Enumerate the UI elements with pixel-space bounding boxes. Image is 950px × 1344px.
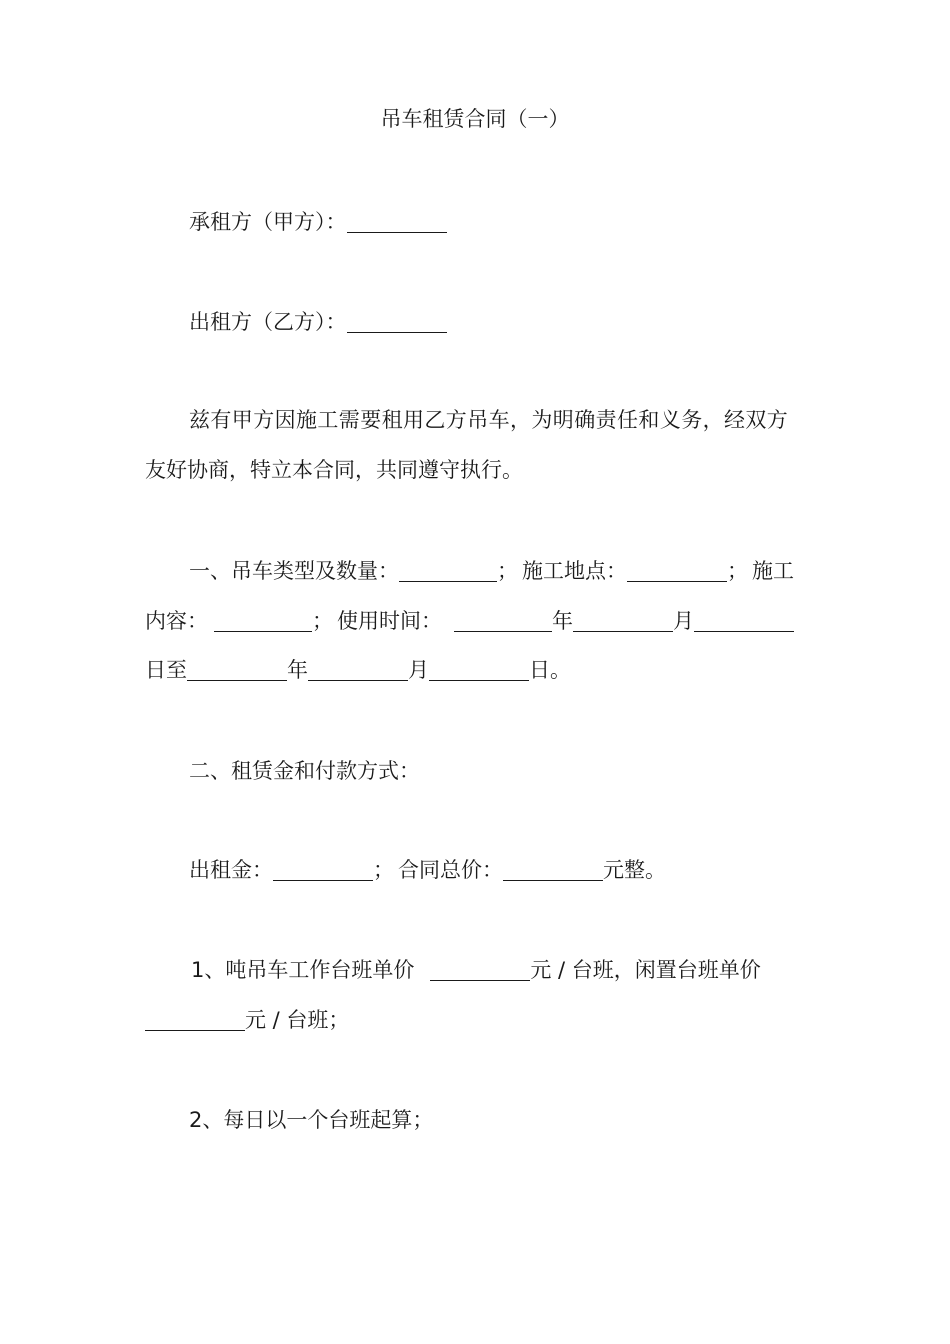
preamble-line-1: 兹有甲方因施工需要租用乙方吊车，为明确责任和义务，经双方 [189, 408, 789, 432]
section2-heading: 二、租赁金和付款方式： [189, 759, 420, 783]
lessor-label: 出租方（乙方）： [189, 310, 347, 334]
end-year-blank[interactable] [187, 660, 287, 681]
clause-1-line-2 [145, 1005, 349, 1035]
day-to-label: 日至 [145, 658, 187, 682]
section1-line-3 [145, 655, 571, 685]
lessee-line [189, 207, 447, 237]
start-year-blank[interactable] [454, 611, 552, 632]
year-label: 年 [552, 609, 573, 633]
clause-1-label: 1、吨吊车工作台班单价 [191, 958, 415, 982]
lessee-label: 承租方（甲方）： [189, 210, 347, 234]
content-blank[interactable] [214, 611, 312, 632]
start-day-blank[interactable] [694, 611, 794, 632]
document-title: 吊车租赁合同（一） [380, 107, 570, 131]
lessee-blank[interactable] [347, 212, 447, 233]
rent-line [189, 855, 666, 885]
total-blank[interactable] [503, 860, 603, 881]
clause-1-line-1 [191, 955, 761, 985]
rent-blank[interactable] [273, 860, 373, 881]
preamble-line-2: 友好协商，特立本合同，共同遵守执行。 [145, 458, 523, 482]
site-label: 施工地点： [522, 559, 627, 583]
time-label: 使用时间： [337, 609, 442, 633]
site-blank[interactable] [627, 561, 727, 582]
work-price-unit: 元 / 台班，闲置台班单价 [530, 958, 761, 982]
lessor-blank[interactable] [347, 312, 447, 333]
crane-type-label: 一、吊车类型及数量： [189, 559, 399, 583]
clause-2: 2、每日以一个台班起算； [189, 1108, 434, 1132]
idle-price-unit: 元 / 台班； [245, 1008, 350, 1032]
separator: ； [373, 858, 394, 882]
section1-line-2 [145, 606, 794, 636]
month-label: 月 [408, 658, 429, 682]
day-end-label: 日。 [529, 658, 571, 682]
rent-label: 出租金： [189, 858, 273, 882]
idle-price-blank[interactable] [145, 1010, 245, 1031]
separator: ； [312, 609, 333, 633]
separator: ； [497, 559, 518, 583]
year-label: 年 [287, 658, 308, 682]
content-label-a: 施工 [752, 559, 794, 583]
total-unit: 元整。 [603, 858, 666, 882]
content-label-b: 内容： [145, 609, 208, 633]
end-day-blank[interactable] [429, 660, 529, 681]
work-price-blank[interactable] [430, 960, 530, 981]
total-label: 合同总价： [398, 858, 503, 882]
crane-type-blank[interactable] [399, 561, 497, 582]
start-month-blank[interactable] [573, 611, 673, 632]
section1-line-1 [189, 556, 794, 586]
end-month-blank[interactable] [308, 660, 408, 681]
separator: ； [727, 559, 748, 583]
month-label: 月 [673, 609, 694, 633]
lessor-line [189, 307, 447, 337]
